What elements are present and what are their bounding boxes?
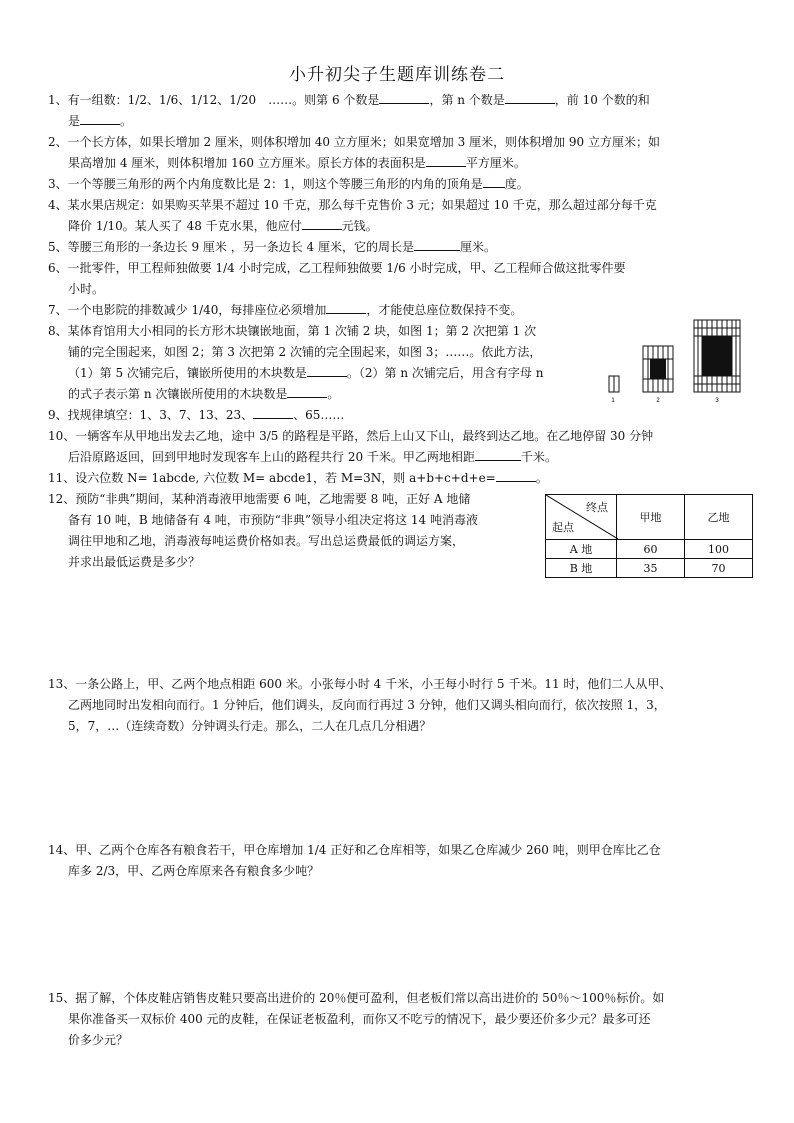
answer-blank[interactable] <box>326 300 366 314</box>
question-number: 5、 <box>48 240 68 254</box>
question-text: 是 <box>68 114 81 128</box>
question-9 <box>48 405 750 426</box>
answer-blank[interactable] <box>483 174 505 188</box>
answer-blank[interactable] <box>505 90 555 104</box>
tiling-figures <box>604 318 754 406</box>
question-number: 6、 <box>48 261 68 275</box>
question-text: 一条公路上，甲、乙两个地点相距 600 米。小张每小时 4 千米，小王每小时行 5 千米。11 时，他们二人从甲、 <box>75 677 672 691</box>
question-text: 一辆客车从甲地出发去乙地，途中 3/5 的路程是平路，然后上山又下山，最终到达乙地。在乙地停留 30 分钟 <box>75 429 654 443</box>
question-text: 、65…… <box>293 408 345 422</box>
question-11 <box>48 468 750 489</box>
question-number: 13、 <box>48 677 76 691</box>
question-text: 。 <box>120 114 133 128</box>
question-number: 11、 <box>48 471 76 485</box>
answer-blank[interactable] <box>302 216 342 230</box>
question-1 <box>48 90 750 132</box>
question-text: （1）第 5 次铺完后，镶嵌所使用的木块数是 <box>68 366 307 380</box>
question-number: 3、 <box>48 177 68 191</box>
table-row <box>546 540 753 559</box>
row-label: B 地 <box>546 559 617 578</box>
question-text: 有一组数：1/2、1/6、1/12、1/20 ……。则第 6 个数是 <box>67 93 380 107</box>
freight-cost-table <box>545 494 753 578</box>
question-text: 乙两地同时出发相向而行。1 分钟后，他们调头，反向而行再过 3 分钟，他们又调头相向而行，依次按照 1，3， <box>68 698 666 712</box>
question-2 <box>48 132 750 174</box>
question-text: ，才能使总座位数保持不变。 <box>366 303 523 317</box>
question-text: 价多少元？ <box>68 1033 129 1047</box>
question-text: 某水果店规定：如果购买苹果不超过 10 千克，那么每千克售价 3 元；如果超过 10 千克，那么超过部分每千克 <box>67 198 657 212</box>
question-number: 4、 <box>48 198 68 212</box>
question-text: ，第 n 个数是 <box>429 93 505 107</box>
question-13 <box>48 674 750 737</box>
question-10 <box>48 426 750 468</box>
question-number: 12、 <box>48 492 76 506</box>
answer-blank[interactable] <box>253 405 293 419</box>
column-header: 甲地 <box>617 495 685 540</box>
table-corner-cell <box>546 495 617 540</box>
figure-label: 2 <box>656 398 660 404</box>
question-text: 库多 2/3，甲、乙两仓库原来各有粮食多少吨？ <box>68 864 320 878</box>
question-text: 某体育馆用大小相同的长方形木块镶嵌地面，第 1 次铺 2 块，如图 1；第 2 次把第 1 次 <box>67 324 537 338</box>
question-text: 一个电影院的排数减少 1/40，每排座位必须增加 <box>67 303 327 317</box>
question-text: 。 <box>327 387 340 401</box>
table-cell: 35 <box>617 559 685 578</box>
corner-bottom-label: 起点 <box>552 521 574 534</box>
question-5 <box>48 237 750 258</box>
question-text: 等腰三角形的一条边长 9 厘米 ，另一条边长 4 厘米，它的周长是 <box>67 240 414 254</box>
answer-blank[interactable] <box>287 384 327 398</box>
answer-blank[interactable] <box>307 363 347 377</box>
question-number: 8、 <box>48 324 68 338</box>
question-text: 千米。 <box>520 450 557 464</box>
answer-blank[interactable] <box>475 447 521 461</box>
question-number: 10、 <box>48 429 76 443</box>
question-text: 果你准备买一双标价 400 元的皮鞋，在保证老板盈利，而你又不吃亏的情况下，最少要还价多少元？最多可还 <box>68 1012 651 1026</box>
table-row <box>546 559 753 578</box>
column-header: 乙地 <box>685 495 753 540</box>
question-14 <box>48 840 750 882</box>
answer-blank[interactable] <box>80 111 120 125</box>
question-text: 降价 1/10。某人买了 48 千克水果，他应付 <box>68 219 302 233</box>
question-text: 。（2）第 n 次铺完后，用含有字母 n <box>346 366 544 380</box>
question-text: ，前 10 个数的和 <box>554 93 650 107</box>
question-text: 小时。 <box>68 282 105 296</box>
table-cell: 60 <box>617 540 685 559</box>
question-text: 找规律填空：1、3、7、13、23、 <box>67 408 254 422</box>
question-text: 调往甲地和乙地，消毒液每吨运费价格如表。写出总运费最低的调运方案， <box>68 534 465 548</box>
question-text: 预防“非典”期间，某种消毒液甲地需要 6 吨，乙地需要 8 吨，正好 A 地储 <box>75 492 471 506</box>
question-text: 果高增加 4 厘米，则体积增加 160 立方厘米。原长方体的表面积是 <box>68 156 426 170</box>
figure-label: 3 <box>715 398 719 404</box>
question-number: 1、 <box>48 93 68 107</box>
table-header-row <box>546 495 753 540</box>
row-label: A 地 <box>546 540 617 559</box>
question-6 <box>48 258 750 300</box>
answer-blank[interactable] <box>414 237 460 251</box>
table-cell: 70 <box>685 559 753 578</box>
question-text: 铺的完全围起来，如图 2；第 3 次把第 2 次铺的完全围起来，如图 3；……。依此方法， <box>68 345 542 359</box>
question-number: 7、 <box>48 303 68 317</box>
question-text: 后沿原路返回，回到甲地时发现客车上山的路程共行 20 千米。甲乙两地相距 <box>68 450 475 464</box>
question-4 <box>48 195 750 237</box>
question-text: 备有 10 吨，B 地储备有 4 吨，市预防“非典”领导小组决定将这 14 吨消毒液 <box>68 513 478 527</box>
answer-blank[interactable] <box>426 153 466 167</box>
question-text: 一批零件，甲工程师独做要 1/4 小时完成，乙工程师独做要 1/6 小时完成，甲、乙工程师合做这批零件要 <box>67 261 626 275</box>
question-8 <box>48 321 608 405</box>
question-3 <box>48 174 750 195</box>
question-text: 据了解，个体皮鞋店销售皮鞋只要高出进价的 20％便可盈利，但老板们常以高出进价的 50％～100％标价。如 <box>75 991 665 1005</box>
question-text: 并求出最低运费是多少？ <box>68 555 201 569</box>
question-number: 14、 <box>48 843 76 857</box>
question-text: 平方厘米。 <box>465 156 526 170</box>
question-text: 一个长方体，如果长增加 2 厘米，则体积增加 40 立方厘米；如果宽增加 3 厘米，则体积增加 90 立方厘米；如 <box>67 135 660 149</box>
figure-label: 1 <box>611 398 615 404</box>
figure-2 <box>643 346 673 392</box>
question-text: 厘米。 <box>460 240 497 254</box>
answer-blank[interactable] <box>496 468 536 482</box>
question-text: 度。 <box>504 177 529 191</box>
answer-blank[interactable] <box>379 90 429 104</box>
question-number: 2、 <box>48 135 68 149</box>
question-text: 设六位数 N= 1abcde, 六位数 M= abcde1，若 M=3N，则 a+b+c+d+e= <box>75 471 496 485</box>
figure-3 <box>694 320 740 392</box>
corner-top-label: 终点 <box>586 501 608 514</box>
question-text: 一个等腰三角形的两个内角度数比是 2：1，则这个等腰三角形的内角的顶角是 <box>67 177 483 191</box>
question-number: 9、 <box>48 408 68 422</box>
table-cell: 100 <box>685 540 753 559</box>
question-number: 15、 <box>48 991 76 1005</box>
page-title: 小升初尖子生题库训练卷二 <box>289 65 505 85</box>
question-text: 。 <box>535 471 548 485</box>
question-12 <box>48 489 538 573</box>
question-text: 5，7，…（连续奇数）分钟调头行走。那么，二人在几点几分相遇？ <box>68 719 432 733</box>
question-15 <box>48 988 750 1051</box>
question-text: 元钱。 <box>341 219 378 233</box>
question-text: 的式子表示第 n 次镶嵌所使用的木块数是 <box>68 387 288 401</box>
figure-1 <box>609 376 619 392</box>
question-text: 甲、乙两个仓库各有粮食若干，甲仓库增加 1/4 正好和乙仓库相等，如果乙仓库减少 260 吨，则甲仓库比乙仓 <box>75 843 661 857</box>
